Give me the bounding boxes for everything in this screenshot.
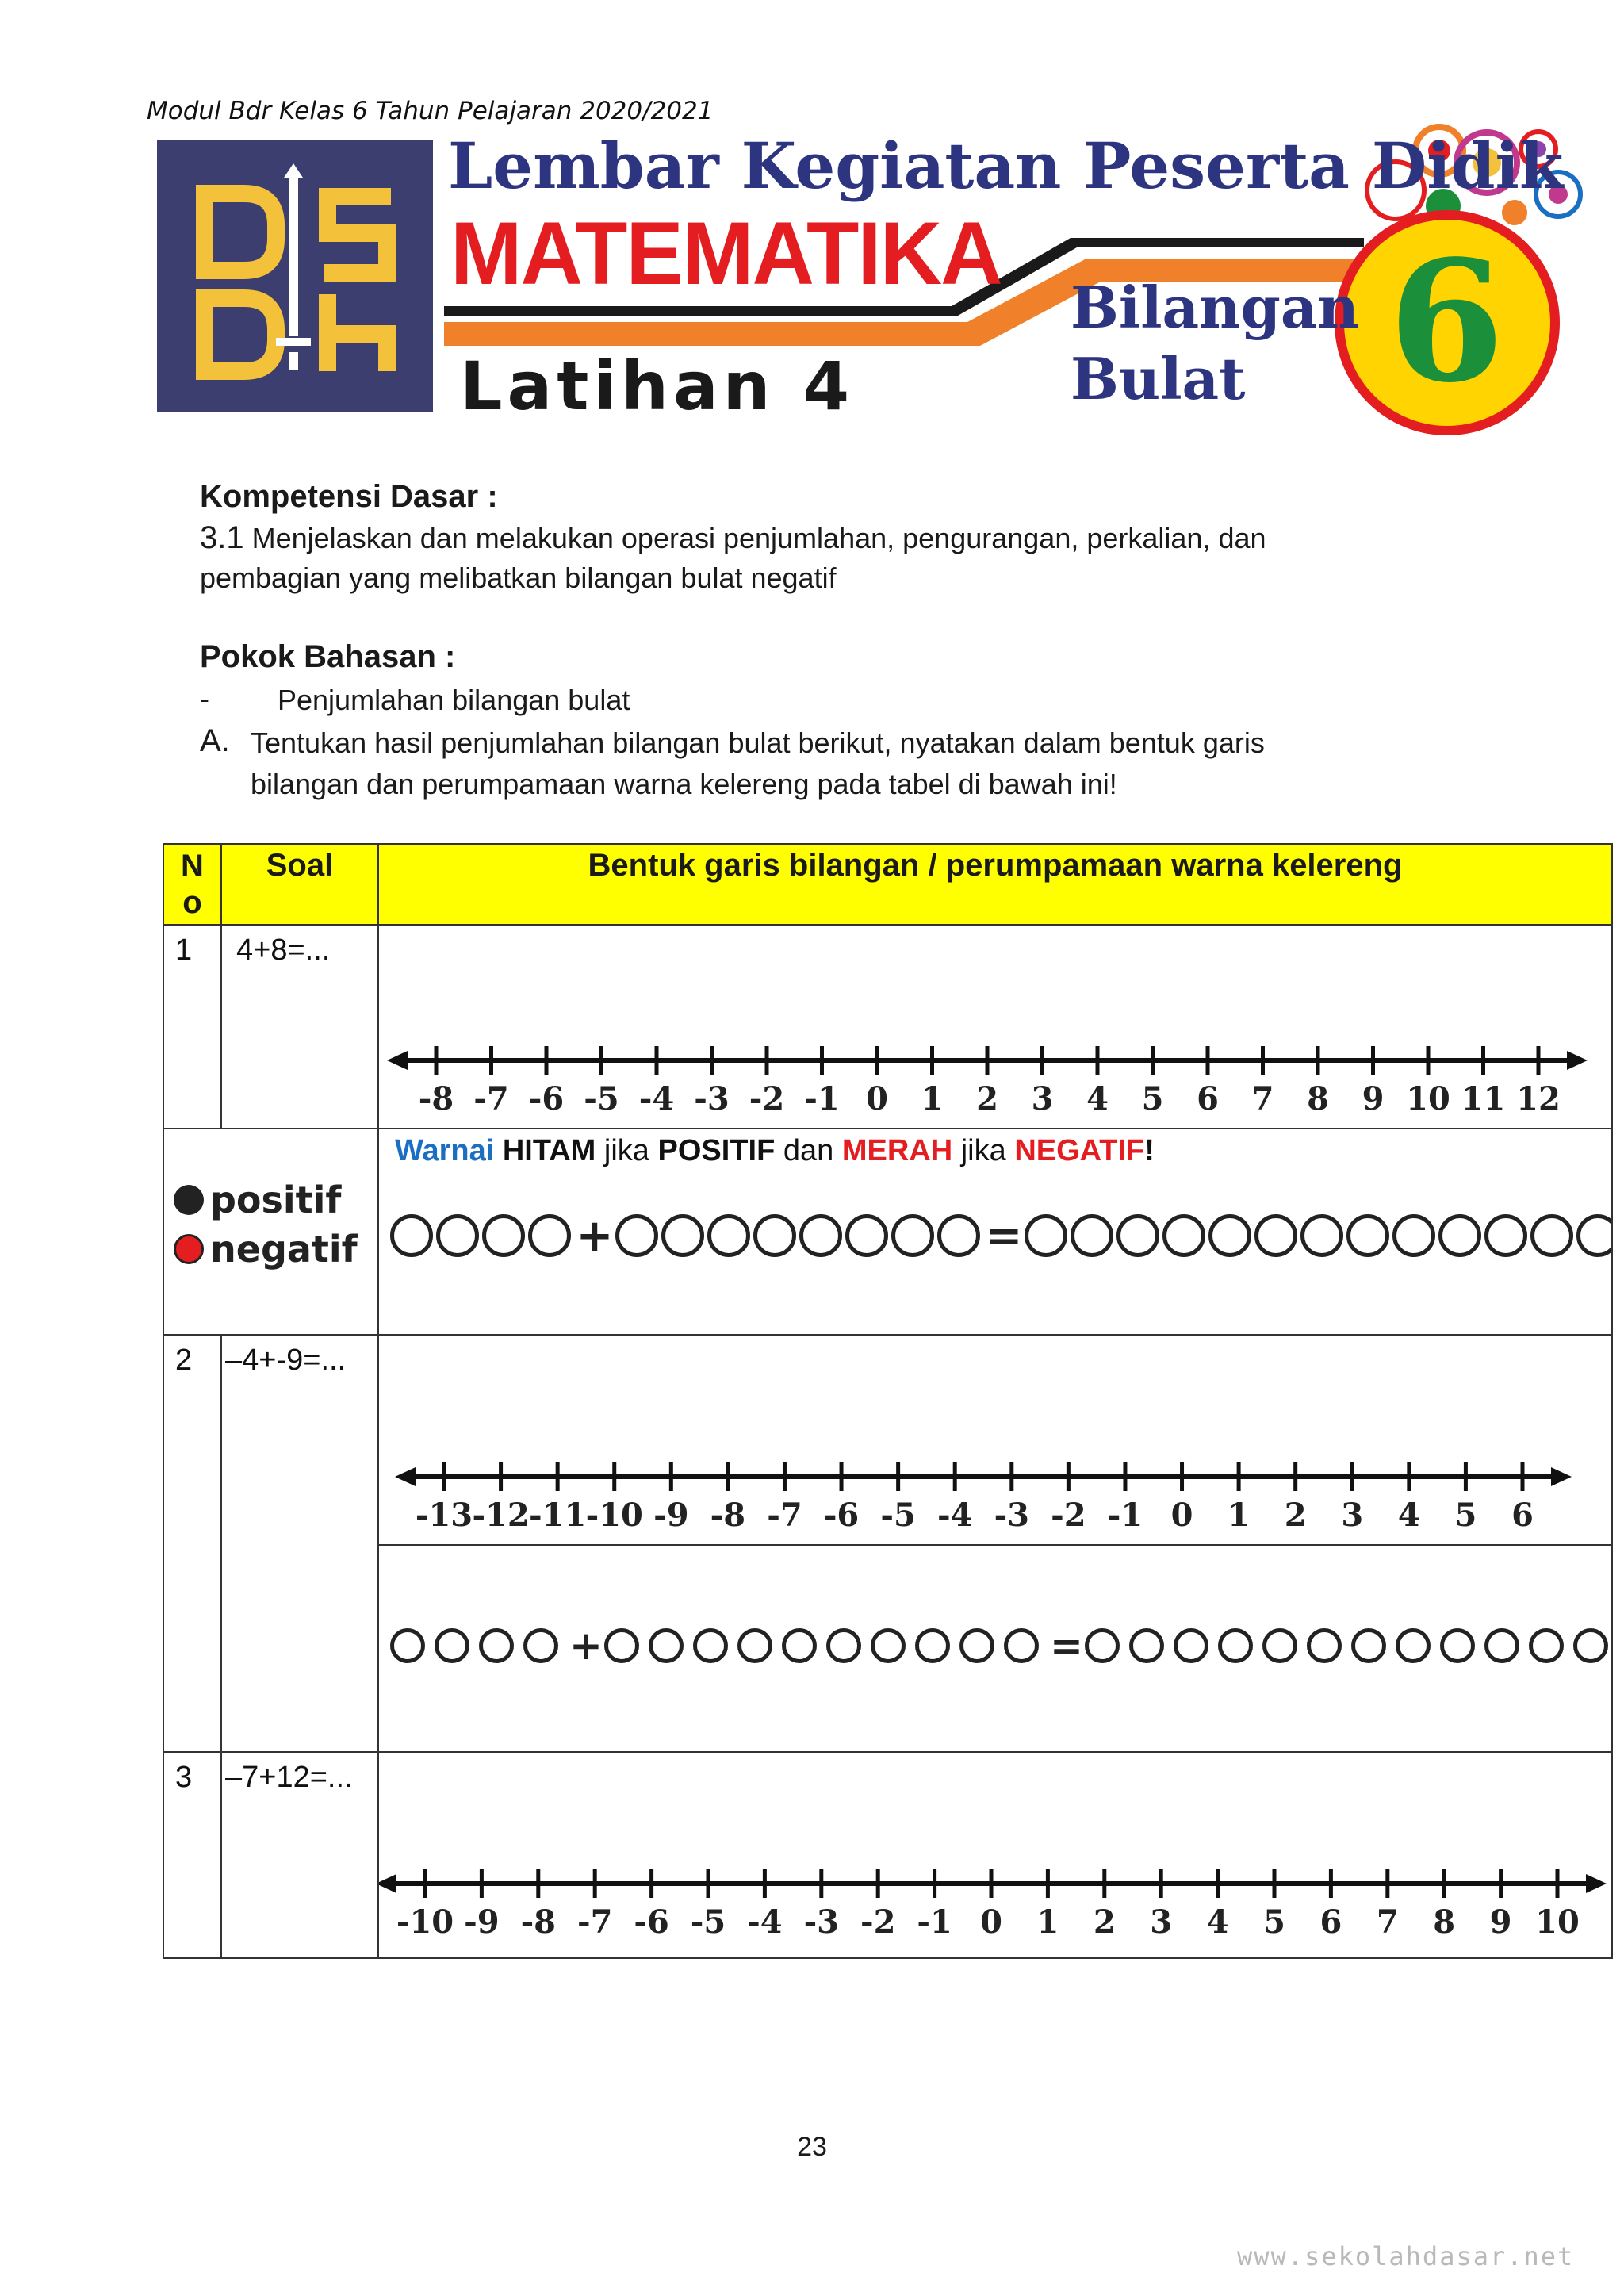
instr-word: POSITIF — [657, 1134, 776, 1167]
number-line-label: 4 — [1397, 1497, 1420, 1534]
marble-circle[interactable] — [826, 1628, 861, 1663]
arrow-left-icon — [387, 1051, 408, 1070]
marble-circle[interactable] — [482, 1214, 525, 1257]
equals-sign: = — [1050, 1623, 1083, 1669]
marble-circle[interactable] — [1004, 1628, 1039, 1663]
number-line-label: -5 — [690, 1903, 726, 1941]
running-head: Modul Bdr Kelas 6 Tahun Pelajaran 2020/2021 — [147, 97, 714, 125]
number-line-label: -7 — [767, 1497, 802, 1534]
kompetensi-line-2: pembagian yang melibatkan bilangan bulat negatif — [200, 562, 837, 594]
pokok-item: Penjumlahan bilangan bulat — [278, 684, 630, 716]
table-row — [163, 1129, 1612, 1335]
row-soal: –7+12=... — [225, 1761, 353, 1794]
number-line-label: -2 — [1051, 1497, 1086, 1534]
numberline-cell[interactable] — [378, 925, 1612, 1129]
numberline-cell[interactable] — [378, 1335, 1612, 1545]
row-number-cell — [163, 1335, 221, 1752]
number-line-label: -4 — [747, 1903, 783, 1941]
number-line-label: -2 — [749, 1080, 785, 1117]
marble-circle[interactable] — [707, 1214, 750, 1257]
number-line-label: 11 — [1461, 1080, 1506, 1117]
plus-sign: + — [569, 1623, 603, 1669]
number-line-label: -8 — [520, 1903, 557, 1941]
row-soal: –4+-9=... — [225, 1343, 347, 1377]
header-no — [163, 844, 221, 925]
arrow-left-icon — [395, 1467, 416, 1486]
number-line-label: -5 — [584, 1080, 619, 1117]
marble-circle[interactable] — [1440, 1628, 1475, 1663]
number-line-label: 3 — [1341, 1497, 1364, 1534]
marble-circle[interactable] — [937, 1214, 980, 1257]
arrow-right-icon — [1586, 1874, 1607, 1893]
legend-positive-label: positif — [210, 1179, 342, 1221]
number-line-label: 3 — [1031, 1080, 1054, 1117]
number-line-label: 6 — [1511, 1497, 1534, 1534]
marble-equation-1[interactable] — [390, 1205, 1612, 1266]
number-line-label: -6 — [634, 1903, 669, 1941]
number-line-label: 5 — [1141, 1080, 1164, 1117]
topic-line-1: Bilangan — [1071, 274, 1359, 341]
instr-word: NEGATIF — [1014, 1134, 1145, 1167]
row-number: 2 — [175, 1343, 193, 1377]
disdik-logo — [157, 140, 433, 412]
number-line-label: -8 — [710, 1497, 746, 1534]
number-line-label: 12 — [1516, 1080, 1561, 1117]
marble-circle[interactable] — [1396, 1628, 1431, 1663]
marble-circle[interactable] — [1025, 1214, 1067, 1257]
subject-title: MATEMATIKA — [450, 204, 1002, 303]
marble-circle[interactable] — [1162, 1214, 1205, 1257]
legend-negative — [174, 1225, 358, 1274]
marble-circle[interactable] — [737, 1628, 772, 1663]
marble-circle[interactable] — [753, 1214, 796, 1257]
number-line-label: -2 — [860, 1903, 896, 1941]
number-line-label: 7 — [1376, 1903, 1399, 1941]
instr-word: dan — [783, 1134, 834, 1167]
header-no-line-2: o — [182, 885, 202, 920]
number-line-label: 1 — [1228, 1497, 1251, 1534]
number-line-label: -9 — [464, 1903, 500, 1941]
number-line-label: 1 — [1036, 1903, 1059, 1941]
arrow-left-icon — [379, 1874, 396, 1893]
marble-circle[interactable] — [436, 1214, 479, 1257]
marble-circle[interactable] — [1576, 1214, 1612, 1257]
marble-equation-2[interactable] — [390, 1622, 1612, 1669]
marble-cell[interactable] — [378, 1545, 1612, 1752]
number-line-label: 3 — [1150, 1903, 1173, 1941]
instr-word: HITAM — [502, 1134, 596, 1167]
row-number: 1 — [175, 933, 193, 967]
table-row — [163, 1335, 1612, 1545]
kompetensi-text-1: Menjelaskan dan melakukan operasi penjumlahan, pengurangan, perkalian, dan — [251, 522, 1266, 554]
number-line-label: -4 — [638, 1080, 675, 1117]
marble-circle[interactable] — [959, 1628, 994, 1663]
marble-circle[interactable] — [915, 1628, 950, 1663]
instr-word: MERAH — [841, 1134, 953, 1167]
kompetensi-number: 3.1 — [200, 520, 244, 555]
number-line-label: 0 — [866, 1080, 888, 1117]
number-line-label: 4 — [1206, 1903, 1229, 1941]
number-line-label: -5 — [880, 1497, 916, 1534]
row-soal-cell — [221, 1335, 378, 1752]
marble-circle[interactable] — [649, 1628, 684, 1663]
number-line-label: -13 — [415, 1497, 473, 1534]
legend-cell — [163, 1129, 378, 1335]
number-line-label: -7 — [576, 1903, 613, 1941]
number-line-label: 5 — [1263, 1903, 1285, 1941]
marble-circle[interactable] — [479, 1628, 514, 1663]
marble-cell[interactable] — [378, 1129, 1612, 1335]
pokok-dash: - — [200, 682, 209, 715]
row-soal-cell — [221, 1752, 378, 1958]
number-line-label: 9 — [1362, 1080, 1385, 1117]
number-line-label: -1 — [917, 1903, 952, 1941]
kompetensi-heading: Kompetensi Dasar : — [200, 479, 498, 514]
marble-circle[interactable] — [604, 1628, 639, 1663]
red-marble-icon — [174, 1234, 204, 1264]
marble-legend — [174, 1175, 358, 1274]
topic-line-2: Bulat — [1071, 345, 1246, 412]
number-line-label: -1 — [804, 1080, 840, 1117]
marble-instruction — [395, 1134, 1155, 1168]
number-line-label: 0 — [980, 1903, 1002, 1941]
arrow-right-icon — [1567, 1051, 1588, 1070]
number-line-label: 4 — [1086, 1080, 1109, 1117]
instr-word: jika — [603, 1134, 649, 1167]
marble-circle[interactable] — [1129, 1628, 1164, 1663]
table-row — [163, 925, 1612, 1129]
number-line-label: 1 — [921, 1080, 944, 1117]
marble-circle[interactable] — [1530, 1214, 1573, 1257]
marble-circle[interactable] — [390, 1628, 425, 1663]
plus-sign: + — [576, 1209, 614, 1262]
number-line-label: 10 — [1406, 1080, 1450, 1117]
number-line-label: -10 — [396, 1903, 454, 1941]
number-line-label: -9 — [653, 1497, 689, 1534]
kompetensi-line-1 — [200, 520, 1266, 556]
row-soal-cell — [221, 925, 378, 1129]
marble-circle[interactable] — [693, 1628, 728, 1663]
marble-circle[interactable] — [1218, 1628, 1253, 1663]
number-line-label: -1 — [1107, 1497, 1143, 1534]
marble-circle[interactable] — [1254, 1214, 1297, 1257]
number-line-label: -3 — [803, 1903, 840, 1941]
number-line-label: 8 — [1433, 1903, 1456, 1941]
number-line-label: -7 — [473, 1080, 509, 1117]
number-line-label: -8 — [418, 1080, 454, 1117]
marble-circle[interactable] — [1262, 1628, 1297, 1663]
table-row — [163, 1752, 1612, 1958]
marble-circle[interactable] — [1174, 1628, 1208, 1663]
numberline-cell[interactable] — [378, 1752, 1612, 1958]
number-line-label: 2 — [976, 1080, 998, 1117]
marble-circle[interactable] — [1351, 1628, 1386, 1663]
marble-circle[interactable] — [1300, 1214, 1343, 1257]
marble-circle[interactable] — [1116, 1214, 1159, 1257]
number-line-label: -6 — [528, 1080, 565, 1117]
marble-circle[interactable] — [390, 1214, 433, 1257]
legend-positive — [174, 1175, 358, 1225]
legend-negative-label: negatif — [210, 1228, 358, 1271]
number-line-label: 10 — [1535, 1903, 1580, 1941]
marble-circle[interactable] — [1071, 1214, 1113, 1257]
marble-circle[interactable] — [799, 1214, 842, 1257]
number-line-label: 8 — [1307, 1080, 1329, 1117]
marble-circle[interactable] — [1484, 1628, 1519, 1663]
arrow-right-icon — [1551, 1467, 1572, 1486]
marble-circle[interactable] — [1484, 1214, 1527, 1257]
marble-circle[interactable] — [1438, 1214, 1481, 1257]
number-line-label: 2 — [1093, 1903, 1116, 1941]
number-line-3[interactable] — [379, 1753, 1610, 1956]
marble-circle[interactable] — [1346, 1214, 1389, 1257]
instr-word: jika — [960, 1134, 1006, 1167]
instr-word: Warnai — [395, 1134, 495, 1167]
marble-circle[interactable] — [1208, 1214, 1251, 1257]
number-line-label: 7 — [1251, 1080, 1274, 1117]
equals-sign: = — [985, 1209, 1023, 1262]
number-line-label: 9 — [1489, 1903, 1512, 1941]
watermark: www.sekolahdasar.net — [1237, 2241, 1575, 2271]
marble-circle[interactable] — [1307, 1628, 1342, 1663]
header-no-line-1: N — [181, 849, 204, 884]
number-line-label: 5 — [1454, 1497, 1477, 1534]
pokok-heading: Pokok Bahasan : — [200, 639, 456, 674]
marble-circle[interactable] — [1529, 1628, 1564, 1663]
row-number: 3 — [175, 1761, 193, 1794]
exercise-title: Latihan 4 — [460, 347, 855, 425]
number-line-label: -11 — [529, 1497, 587, 1534]
number-line-label: -12 — [472, 1497, 530, 1534]
header-soal: Soal — [221, 844, 378, 925]
row-number-cell — [163, 925, 221, 1129]
worksheet-table — [163, 843, 1613, 1959]
marble-circle[interactable] — [615, 1214, 658, 1257]
marble-circle[interactable] — [845, 1214, 888, 1257]
number-line-label: -6 — [823, 1497, 860, 1534]
instruction-line-2: bilangan dan perumpamaan warna kelereng pada tabel di bawah ini! — [251, 768, 1117, 800]
table-row — [163, 1545, 1612, 1752]
number-line-label: 6 — [1320, 1903, 1342, 1941]
number-line-label: -10 — [585, 1497, 643, 1534]
banner-title: Lembar Kegiatan Peserta Didik — [448, 128, 1564, 203]
marble-circle[interactable] — [1085, 1628, 1120, 1663]
disdik-logo-glyphs — [157, 140, 433, 412]
row-soal: 4+8=... — [236, 933, 331, 967]
marble-circle[interactable] — [782, 1628, 817, 1663]
header-bentuk: Bentuk garis bilangan / perumpamaan warna kelereng — [378, 844, 1612, 925]
instruction-line-1: Tentukan hasil penjumlahan bilangan bulat berikut, nyatakan dalam bentuk garis — [251, 726, 1265, 759]
instruction-letter: A. — [200, 723, 230, 758]
marble-circle[interactable] — [1573, 1628, 1608, 1663]
instr-word: ! — [1144, 1134, 1155, 1167]
row-number-cell — [163, 1752, 221, 1958]
number-line-label: -3 — [694, 1080, 730, 1117]
black-marble-icon — [174, 1185, 204, 1215]
number-line-label: 6 — [1197, 1080, 1219, 1117]
marble-circle[interactable] — [435, 1628, 469, 1663]
number-line-label: -4 — [936, 1497, 973, 1534]
marble-circle[interactable] — [891, 1214, 934, 1257]
number-line-1[interactable] — [379, 926, 1610, 1126]
grade-number: 6 — [1388, 224, 1505, 420]
table-header-row — [163, 844, 1612, 925]
number-line-2[interactable] — [379, 1336, 1610, 1543]
marble-circle[interactable] — [528, 1214, 571, 1257]
number-line-label: 2 — [1284, 1497, 1307, 1534]
marble-circle[interactable] — [871, 1628, 906, 1663]
marble-circle[interactable] — [661, 1214, 704, 1257]
page-number: 23 — [797, 2132, 827, 2162]
marble-circle[interactable] — [1392, 1214, 1435, 1257]
number-line-label: -3 — [994, 1497, 1030, 1534]
number-line-label: 0 — [1170, 1497, 1193, 1534]
marble-circle[interactable] — [523, 1628, 558, 1663]
